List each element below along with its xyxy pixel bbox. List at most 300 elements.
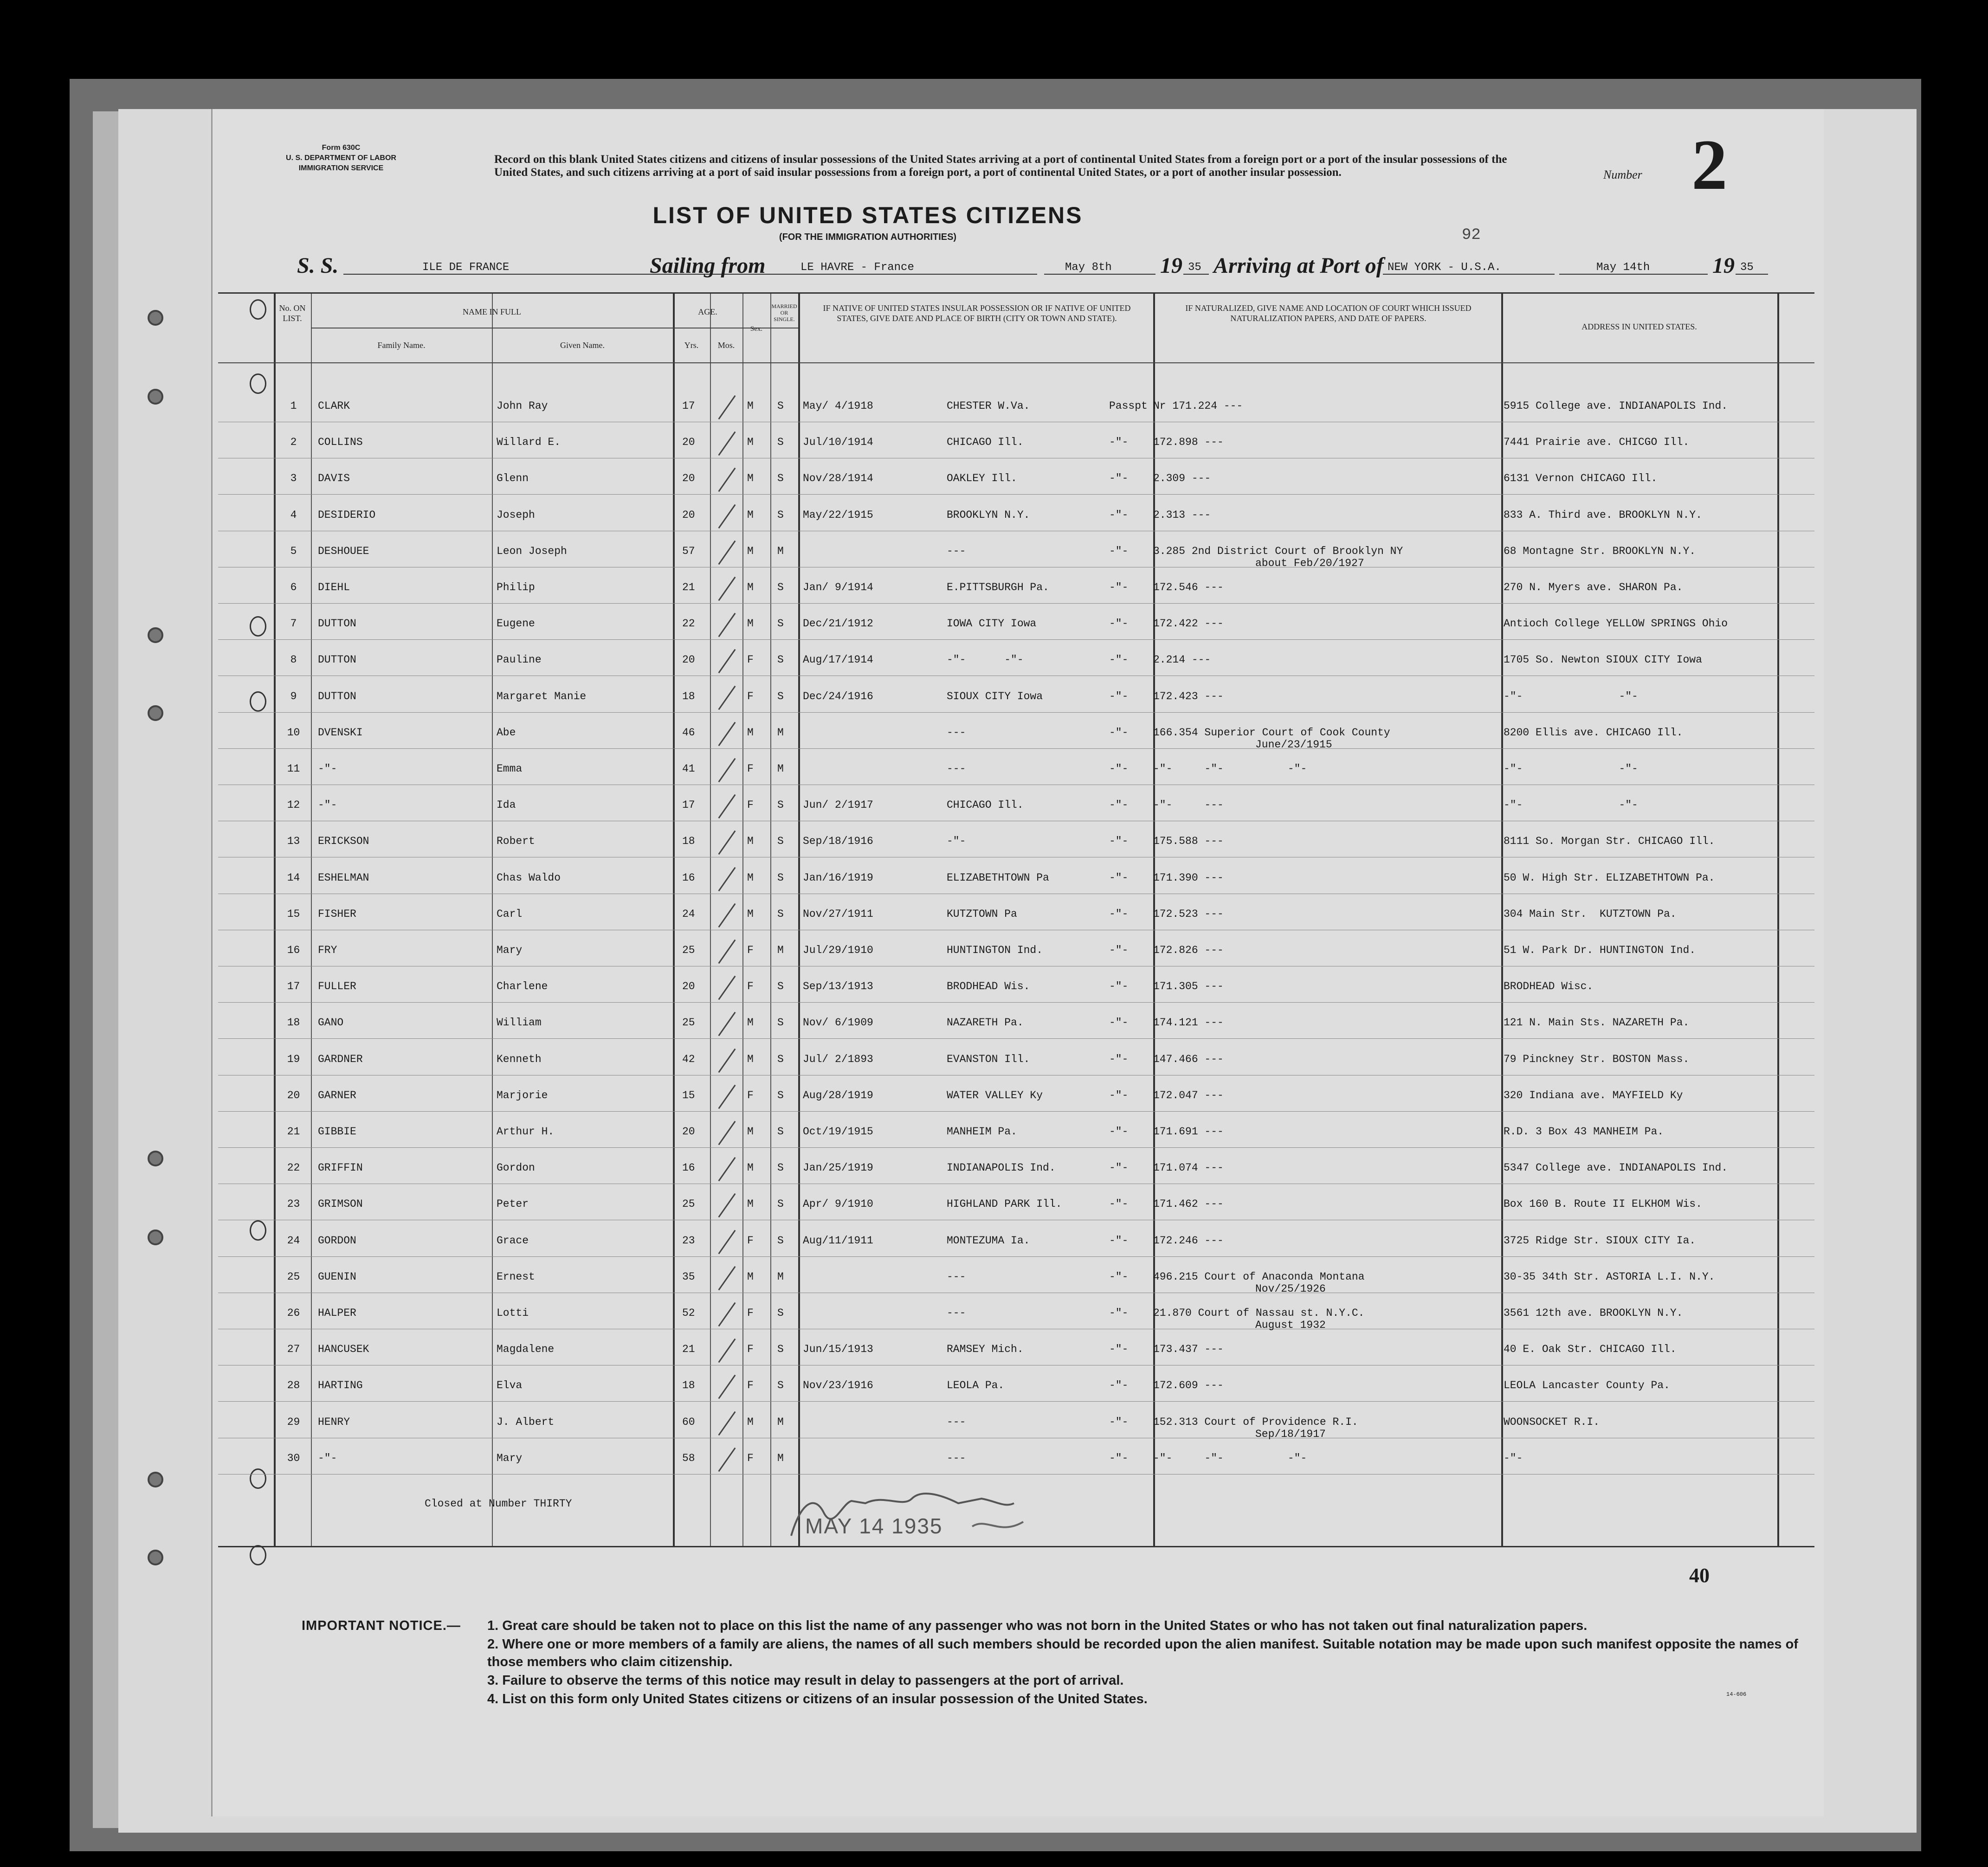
birth-date: May/ 4/1918 [803,400,873,412]
check-mark [718,395,736,420]
given-name: Mary [497,1452,523,1464]
row-number: 17 [287,980,300,993]
family-name: COLLINS [318,436,363,449]
sex: M [747,472,754,485]
sex: M [747,581,754,593]
family-name: -"- [318,763,337,775]
address: 833 A. Third ave. BROOKLYN N.Y. [1504,509,1702,521]
row-number: 13 [287,835,300,848]
birth-date: Jun/15/1913 [803,1343,873,1356]
sex: F [747,1089,754,1101]
row-number: 2 [290,436,297,449]
sex: M [747,1017,754,1029]
page-subtitle: (FOR THE IMMIGRATION AUTHORITIES) [779,232,957,242]
passport-note: -"- [1109,690,1129,702]
column-rule [673,294,675,1546]
age-years: 60 [682,1416,695,1428]
sex: F [747,763,754,775]
arrival-date: May 14th [1559,261,1708,275]
age-years: 20 [682,654,695,666]
naturalization: 171.305 --- [1153,980,1224,993]
birth-place: --- [947,726,966,739]
marital-status: M [777,726,784,739]
given-name: J. Albert [497,1416,555,1428]
family-name: HANCUSEK [318,1343,369,1356]
given-name: Robert [497,835,535,848]
given-name: Carl [497,908,523,920]
birth-date: Oct/19/1915 [803,1126,873,1138]
family-name: DESHOUEE [318,545,369,557]
check-mark [718,1266,736,1291]
passport-note: -"- [1109,1270,1129,1283]
address: 304 Main Str. KUTZTOWN Pa. [1504,908,1677,920]
birth-place: --- [947,763,966,775]
check-mark [718,431,736,456]
birth-place: --- [947,1270,966,1283]
marital-status: S [777,690,784,702]
page-title: LIST OF UNITED STATES CITIZENS [652,202,1083,228]
birth-place: CHESTER W.Va. [947,400,1030,412]
sex: F [747,980,754,993]
birth-place: EVANSTON Ill. [947,1053,1030,1065]
given-name: Leon Joseph [497,545,567,557]
passport-note: -"- [1109,726,1129,739]
row-number: 22 [287,1162,300,1174]
birth-place: SIOUX CITY Iowa [947,690,1043,702]
address: 30-35 34th Str. ASTORIA L.I. N.Y. [1504,1270,1715,1283]
row-rule [218,712,1814,713]
sailing-label: Sailing from [650,253,766,278]
given-name: Magdalene [497,1343,555,1356]
passport-note: -"- [1109,871,1129,884]
service-name: IMMIGRATION SERVICE [298,164,384,172]
sex: F [747,944,754,956]
check-mark [718,1121,736,1146]
marital-status: S [777,1126,784,1138]
birth-place: CHICAGO Ill. [947,436,1024,449]
age-years: 46 [682,726,695,739]
col-age: AGE. [698,307,717,316]
birth-date: Sep/18/1916 [803,835,873,848]
family-name: DUTTON [318,618,356,630]
birth-date: Jan/16/1919 [803,871,873,884]
birth-date: Dec/24/1916 [803,690,873,702]
column-rule [710,294,711,1546]
naturalization: 171.691 --- [1153,1126,1224,1138]
marital-status: S [777,799,784,811]
address: 5915 College ave. INDIANAPOLIS Ind. [1504,400,1728,412]
row-number: 9 [290,690,297,702]
arrival-port: NEW YORK - U.S.A. [1383,261,1555,275]
passport-note: -"- [1109,1307,1129,1319]
given-name: Mary [497,944,523,956]
notice-item: 1. Great care should be taken not to place on this list the name of any passenger who was not born in the United States or who has not taken out final naturalization papers. [487,1618,1588,1633]
given-name: John Ray [497,400,548,412]
binder-hole [148,627,163,643]
marital-status: S [777,835,784,848]
sex: M [747,545,754,557]
notice-item: 3. Failure to observe the terms of this notice may result in delay to passengers at the port of arrival. [487,1673,1124,1688]
address: Box 160 B. Route II ELKHOM Wis. [1504,1198,1702,1210]
binder-hole [148,1230,163,1245]
naturalization: 173.437 --- [1153,1343,1224,1356]
record-instructions: Record on this blank United States citizens and citizens of insular possessions of the United States arriving at a port of continental United States from a foreign port or a port of the insular possessions of the United States, and such citizens arriving at a port of said insular possessions from a foreign port, a port of continental United States, or a port of another insular possession. [494,153,1507,179]
age-years: 17 [682,799,695,811]
birth-place: RAMSEY Mich. [947,1343,1024,1356]
passport-note: -"- [1109,908,1129,920]
family-name: ERICKSON [318,835,369,848]
address: 51 W. Park Dr. HUNTINGTON Ind. [1504,944,1696,956]
age-years: 57 [682,545,695,557]
passport-note: -"- [1109,1452,1129,1464]
ship-name: ILE DE FRANCE [343,261,891,275]
row-number: 10 [287,726,300,739]
binder-hole [148,310,163,326]
age-years: 23 [682,1234,695,1247]
given-name: Charlene [497,980,548,993]
naturalization: 172.609 --- [1153,1379,1224,1392]
given-name: Pauline [497,654,542,666]
passport-note: -"- [1109,980,1129,993]
naturalization: 172.898 --- [1153,436,1224,449]
sheet-number: 40 [1689,1564,1710,1587]
col-mos: Mos. [717,341,735,350]
age-years: 22 [682,618,695,630]
marital-status: S [777,509,784,521]
age-years: 25 [682,944,695,956]
col-married: MARRIED OR SINGLE. [771,303,797,322]
row-number: 19 [287,1053,300,1065]
naturalization: -"- -"- -"- [1153,1452,1307,1464]
birth-place: MANHEIM Pa. [947,1126,1017,1138]
passport-note: -"- [1109,763,1129,775]
departure-port: LE HAVRE - France [796,261,1037,275]
naturalization: 174.121 --- [1153,1017,1224,1029]
family-name: DUTTON [318,654,356,666]
sex: M [747,1198,754,1210]
passport-note: -"- [1109,1017,1129,1029]
column-rule [798,294,800,1546]
address: 7441 Prairie ave. CHICGO Ill. [1504,436,1690,449]
check-mark [718,903,736,928]
check-mark [718,1339,736,1363]
birth-place: NAZARETH Pa. [947,1017,1024,1029]
family-name: DAVIS [318,472,350,485]
marital-status: S [777,436,784,449]
marital-status: S [777,1162,784,1174]
department-name: U. S. DEPARTMENT OF LABOR [286,154,396,162]
check-mark [718,1375,736,1399]
check-mark [718,1411,736,1436]
address: Antioch College YELLOW SPRINGS Ohio [1504,618,1728,630]
birth-place: BROOKLYN N.Y. [947,509,1030,521]
row-rule [218,494,1814,495]
marital-status: M [777,944,784,956]
birth-date: May/22/1915 [803,509,873,521]
sex: M [747,1162,754,1174]
sex: F [747,654,754,666]
sex: M [747,726,754,739]
birth-place: --- [947,1307,966,1319]
row-rule [218,1147,1814,1148]
age-years: 20 [682,436,695,449]
year-prefix: 19 [1160,253,1182,278]
row-number: 24 [287,1234,300,1247]
age-years: 20 [682,1126,695,1138]
birth-place: -"- -"- [947,654,1024,666]
family-name: FRY [318,944,337,956]
passport-note: Passpt [1109,400,1148,412]
check-mark [718,794,736,819]
check-mark [718,504,736,528]
sex: F [747,1379,754,1392]
col-no: No. ON LIST. [279,303,306,323]
passport-note: -"- [1109,509,1129,521]
row-number: 28 [287,1379,300,1392]
binder-hole [148,1550,163,1565]
given-name: Abe [497,726,516,739]
row-rule [218,1111,1814,1112]
passenger-table [218,292,1814,1547]
birth-place: -"- [947,835,966,848]
address: 40 E. Oak Str. CHICAGO Ill. [1504,1343,1677,1356]
given-name: Glenn [497,472,529,485]
age-years: 15 [682,1089,695,1101]
birth-place: HIGHLAND PARK Ill. [947,1198,1062,1210]
row-number: 3 [290,472,297,485]
naturalization-date: Nov/25/1926 [1255,1282,1326,1295]
birth-date: Apr/ 9/1910 [803,1198,873,1210]
marital-status: S [777,400,784,412]
birth-place: E.PITTSBURGH Pa. [947,581,1049,593]
check-mark [718,830,736,855]
family-name: GIBBIE [318,1126,356,1138]
marital-status: S [777,1198,784,1210]
age-years: 21 [682,581,695,593]
marital-status: M [777,1452,784,1464]
naturalization: 147.466 --- [1153,1053,1224,1065]
column-rule [742,294,743,1546]
given-name: Kenneth [497,1053,542,1065]
naturalization: 172.546 --- [1153,581,1224,593]
age-years: 21 [682,1343,695,1356]
form-id: Form 630C [322,144,361,152]
birth-date: Nov/27/1911 [803,908,873,920]
given-name: Joseph [497,509,535,521]
age-years: 52 [682,1307,695,1319]
given-name: Chas Waldo [497,871,561,884]
family-name: HALPER [318,1307,356,1319]
sex: M [747,1126,754,1138]
birth-place: --- [947,1452,966,1464]
given-name: Gordon [497,1162,535,1174]
col-sex: Sex. [750,325,763,333]
address: -"- -"- [1504,763,1638,775]
check-mark [718,1048,736,1073]
row-number: 20 [287,1089,300,1101]
naturalization: 2.313 --- [1153,509,1211,521]
family-name: CLARK [318,400,350,412]
naturalization: 172.826 --- [1153,944,1224,956]
marital-status: M [777,1270,784,1283]
address: 68 Montagne Str. BROOKLYN N.Y. [1504,545,1696,557]
address: 8111 So. Morgan Str. CHICAGO Ill. [1504,835,1715,848]
sex: M [747,1270,754,1283]
number-label: Number [1603,168,1642,181]
age-years: 18 [682,835,695,848]
row-number: 26 [287,1307,300,1319]
col-yrs: Yrs. [684,341,699,350]
address: 6131 Vernon CHICAGO Ill. [1504,472,1658,485]
age-years: 16 [682,1162,695,1174]
naturalization-date: June/23/1915 [1255,738,1332,751]
marital-status: S [777,581,784,593]
given-name: Emma [497,763,523,775]
check-mark [718,867,736,891]
col-naturalized: IF NATURALIZED, GIVE NAME AND LOCATION OF COURT WHICH ISSUED NATURALIZATION PAPERS, AND DATE OF PAPERS. [1185,303,1472,323]
passport-note: -"- [1109,1198,1129,1210]
age-years: 20 [682,472,695,485]
given-name: Margaret Manie [497,690,587,702]
sex: M [747,400,754,412]
row-number: 23 [287,1198,300,1210]
birth-date: Nov/ 6/1909 [803,1017,873,1029]
birth-place: BRODHEAD Wis. [947,980,1030,993]
row-rule [218,639,1814,640]
sex: F [747,1234,754,1247]
given-name: Peter [497,1198,529,1210]
col-name-in-full: NAME IN FULL [463,307,521,316]
naturalization: 172.523 --- [1153,908,1224,920]
row-number: 15 [287,908,300,920]
marital-status: S [777,618,784,630]
family-name: HENRY [318,1416,350,1428]
arrival-stamp: MAY 14 1935 [805,1514,943,1538]
address: WOONSOCKET R.I. [1504,1416,1600,1428]
column-rule [770,294,771,1546]
age-years: 18 [682,1379,695,1392]
naturalization: 171.390 --- [1153,871,1224,884]
family-name: GRIMSON [318,1198,363,1210]
col-address: ADDRESS IN UNITED STATES. [1581,322,1697,331]
family-name: GARNER [318,1089,356,1101]
binder-hole [148,1472,163,1487]
row-number: 11 [287,763,300,775]
naturalization: 166.354 Superior Court of Cook County [1153,726,1390,739]
row-number: 30 [287,1452,300,1464]
birth-place: ELIZABETHTOWN Pa [947,871,1049,884]
marital-status: S [777,654,784,666]
sex: F [747,1452,754,1464]
birth-date: Nov/23/1916 [803,1379,873,1392]
sex: M [747,436,754,449]
sex: M [747,871,754,884]
family-name: DESIDERIO [318,509,376,521]
birth-place: KUTZTOWN Pa [947,908,1017,920]
check-mark [718,577,736,601]
naturalization: 496.215 Court of Anaconda Montana [1153,1270,1365,1283]
birth-place: LEOLA Pa. [947,1379,1005,1392]
row-number: 27 [287,1343,300,1356]
given-name: Grace [497,1234,529,1247]
naturalization: -"- -"- -"- [1153,763,1307,775]
row-number: 25 [287,1270,300,1283]
age-years: 18 [682,690,695,702]
notice-item: 2. Where one or more members of a family are aliens, the names of all such members should be recorded upon the alien manifest. Suitable notation may be made upon such manifest opposite the names of those members who claim citizenship. [487,1637,1798,1669]
address: 8200 Ellis ave. CHICAGO Ill. [1504,726,1683,739]
sex: M [747,1053,754,1065]
closed-note: Closed at Number THIRTY [425,1498,572,1510]
birth-date: Aug/28/1919 [803,1089,873,1101]
row-number: 7 [290,618,297,630]
birth-place: MONTEZUMA Ia. [947,1234,1030,1247]
row-number: 18 [287,1017,300,1029]
row-number: 21 [287,1126,300,1138]
naturalization: 172.246 --- [1153,1234,1224,1247]
birth-date: Jun/ 2/1917 [803,799,873,811]
check-mark [718,541,736,565]
sailing-date: May 8th [1044,261,1155,275]
naturalization: 172.422 --- [1153,618,1224,630]
passport-note: -"- [1109,944,1129,956]
form-code: 14-606 [1726,1691,1747,1698]
row-rule [218,748,1814,749]
sailing-year: 35 [1183,261,1209,275]
given-name: Ernest [497,1270,535,1283]
passport-note: -"- [1109,581,1129,593]
check-mark [718,468,736,492]
address: 1705 So. Newton SIOUX CITY Iowa [1504,654,1702,666]
row-number: 8 [290,654,297,666]
check-mark [718,722,736,747]
marital-status: S [777,1234,784,1247]
family-name: DUTTON [318,690,356,702]
naturalization-date: Sep/18/1917 [1255,1428,1326,1440]
year-prefix: 19 [1712,253,1735,278]
row-rule [218,1401,1814,1402]
sex: F [747,799,754,811]
sex: F [747,1307,754,1319]
notice-list [487,1617,1805,1709]
row-number: 5 [290,545,297,557]
row-number: 29 [287,1416,300,1428]
col-birth: IF NATIVE OF UNITED STATES INSULAR POSSESSION OR IF NATIVE OF UNITED STATES, GIVE DATE AND PLACE OF BIRTH (CITY OR TOWN AND STATE). [823,303,1131,323]
marital-status: M [777,1416,784,1428]
row-number: 1 [290,400,297,412]
address: BRODHEAD Wisc. [1504,980,1594,993]
check-mark [718,1012,736,1037]
list-number: 2 [1691,125,1728,205]
age-years: 41 [682,763,695,775]
page-marker: 92 [1462,226,1481,244]
binder-hole [148,1151,163,1166]
given-name: Eugene [497,618,535,630]
sex: F [747,690,754,702]
birth-date: Jul/29/1910 [803,944,873,956]
row-rule [218,603,1814,604]
birth-place: HUNTINGTON Ind. [947,944,1043,956]
notice-heading: IMPORTANT NOTICE.— [302,1618,461,1633]
row-number: 16 [287,944,300,956]
form-issuer [262,143,420,174]
marital-status: S [777,1343,784,1356]
address: 79 Pinckney Str. BOSTON Mass. [1504,1053,1690,1065]
given-name: Ida [497,799,516,811]
arriving-label: Arriving at Port of [1213,253,1384,278]
check-mark [718,1230,736,1254]
naturalization: 175.588 --- [1153,835,1224,848]
passport-note: -"- [1109,618,1129,630]
